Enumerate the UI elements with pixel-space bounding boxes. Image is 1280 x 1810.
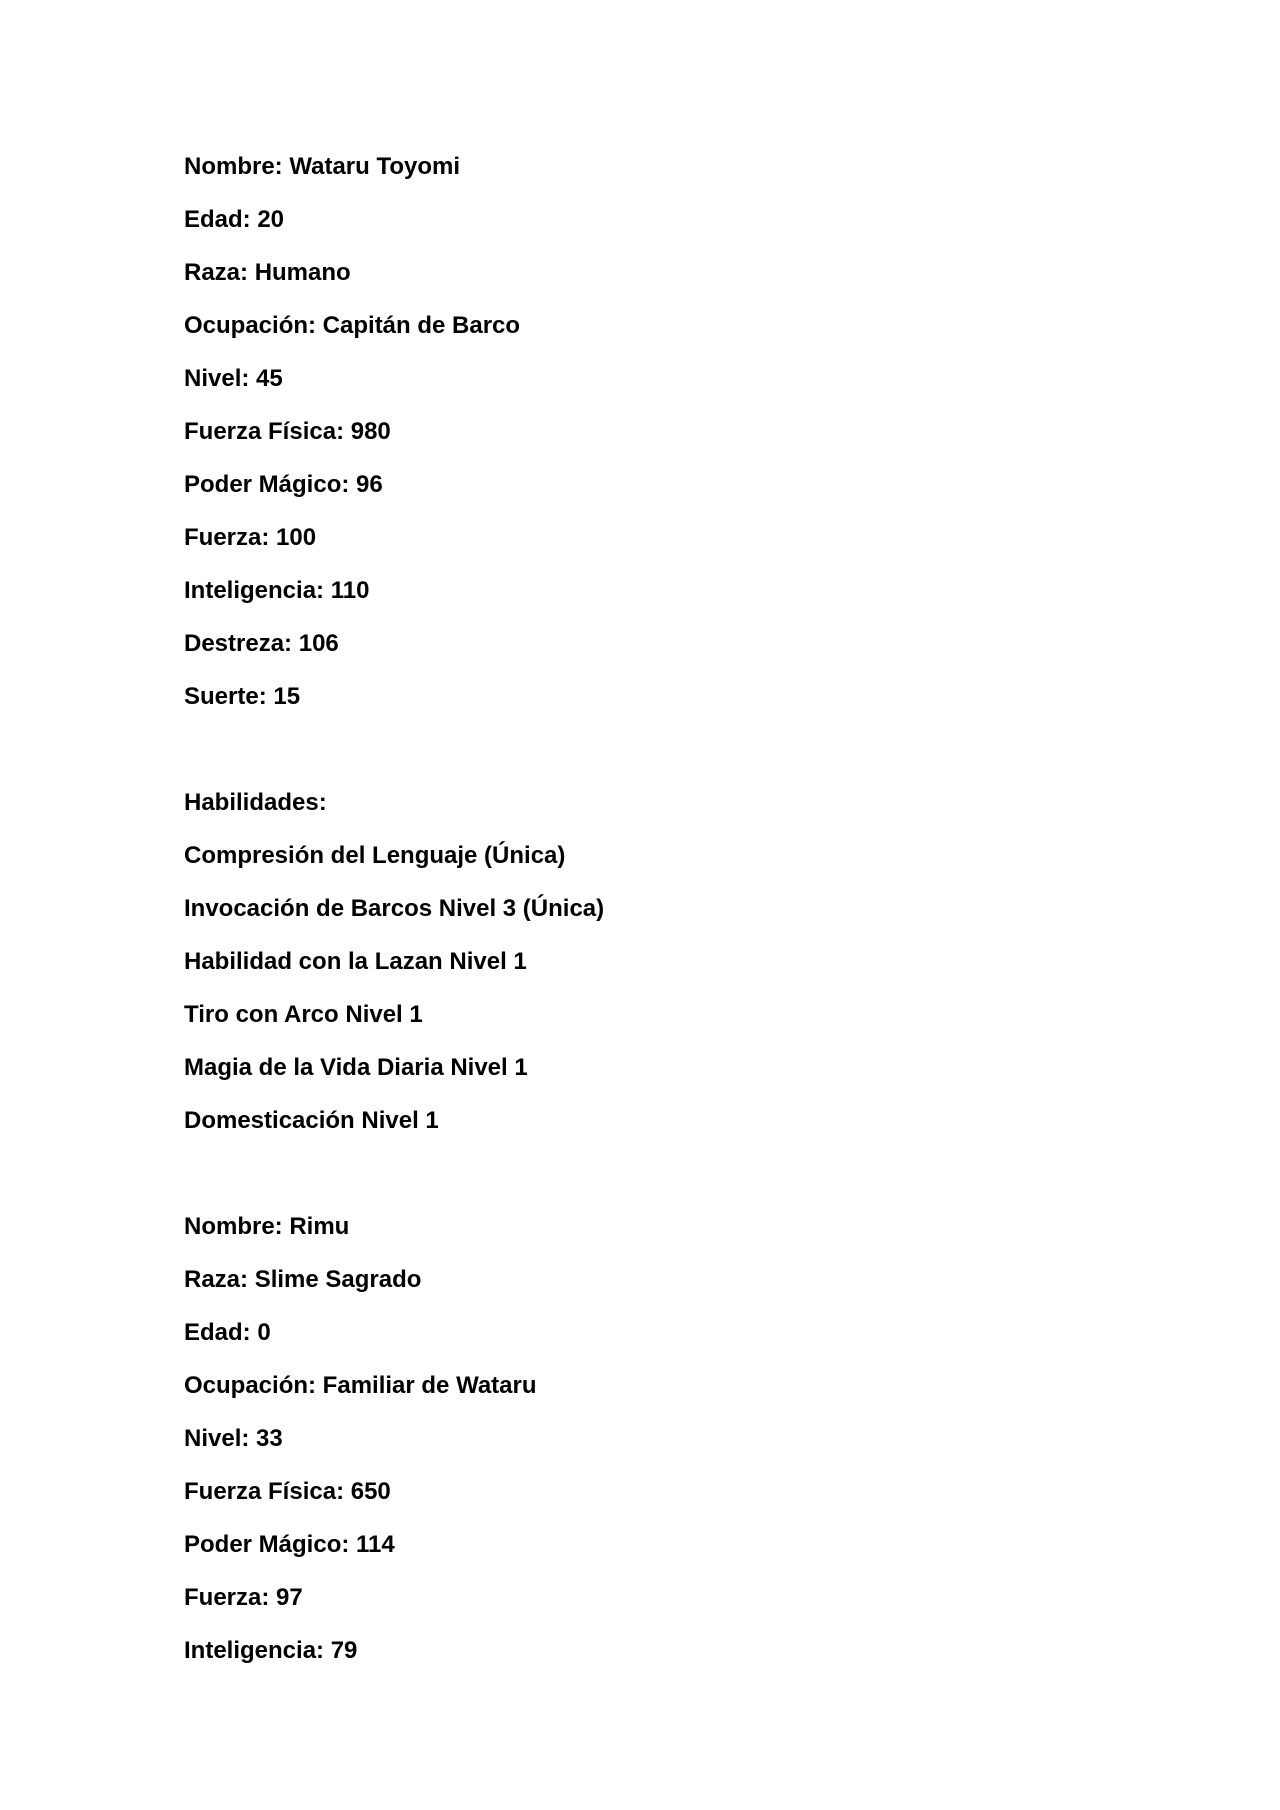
- skill-item: Invocación de Barcos Nivel 3 (Única): [184, 895, 605, 922]
- rimu-magic-power: Poder Mágico: 114: [184, 1531, 395, 1558]
- wataru-level: Nivel: 45: [184, 365, 283, 392]
- rimu-name: Nombre: Rimu: [184, 1213, 350, 1240]
- wataru-luck: Suerte: 15: [184, 683, 301, 710]
- rimu-intelligence: Inteligencia: 79: [184, 1637, 358, 1664]
- rimu-age: Edad: 0: [184, 1319, 271, 1346]
- rimu-race: Raza: Slime Sagrado: [184, 1266, 422, 1293]
- skill-item: Domesticación Nivel 1: [184, 1107, 439, 1134]
- rimu-strength: Fuerza: 97: [184, 1584, 303, 1611]
- wataru-physical-strength: Fuerza Física: 980: [184, 418, 391, 445]
- wataru-age: Edad: 20: [184, 206, 285, 233]
- skill-item: Habilidad con la Lazan Nivel 1: [184, 948, 527, 975]
- wataru-name: Nombre: Wataru Toyomi: [184, 153, 461, 180]
- wataru-strength: Fuerza: 100: [184, 524, 317, 551]
- rimu-physical-strength: Fuerza Física: 650: [184, 1478, 391, 1505]
- skill-item: Compresión del Lenguaje (Única): [184, 842, 566, 869]
- skill-item: Magia de la Vida Diaria Nivel 1: [184, 1054, 528, 1081]
- skills-heading: Habilidades:: [184, 789, 327, 816]
- wataru-magic-power: Poder Mágico: 96: [184, 471, 383, 498]
- wataru-occupation: Ocupación: Capitán de Barco: [184, 312, 521, 339]
- skill-item: Tiro con Arco Nivel 1: [184, 1001, 423, 1028]
- rimu-occupation: Ocupación: Familiar de Wataru: [184, 1372, 537, 1399]
- rimu-level: Nivel: 33: [184, 1425, 283, 1452]
- wataru-race: Raza: Humano: [184, 259, 351, 286]
- wataru-intelligence: Inteligencia: 110: [184, 577, 370, 604]
- wataru-dexterity: Destreza: 106: [184, 630, 339, 657]
